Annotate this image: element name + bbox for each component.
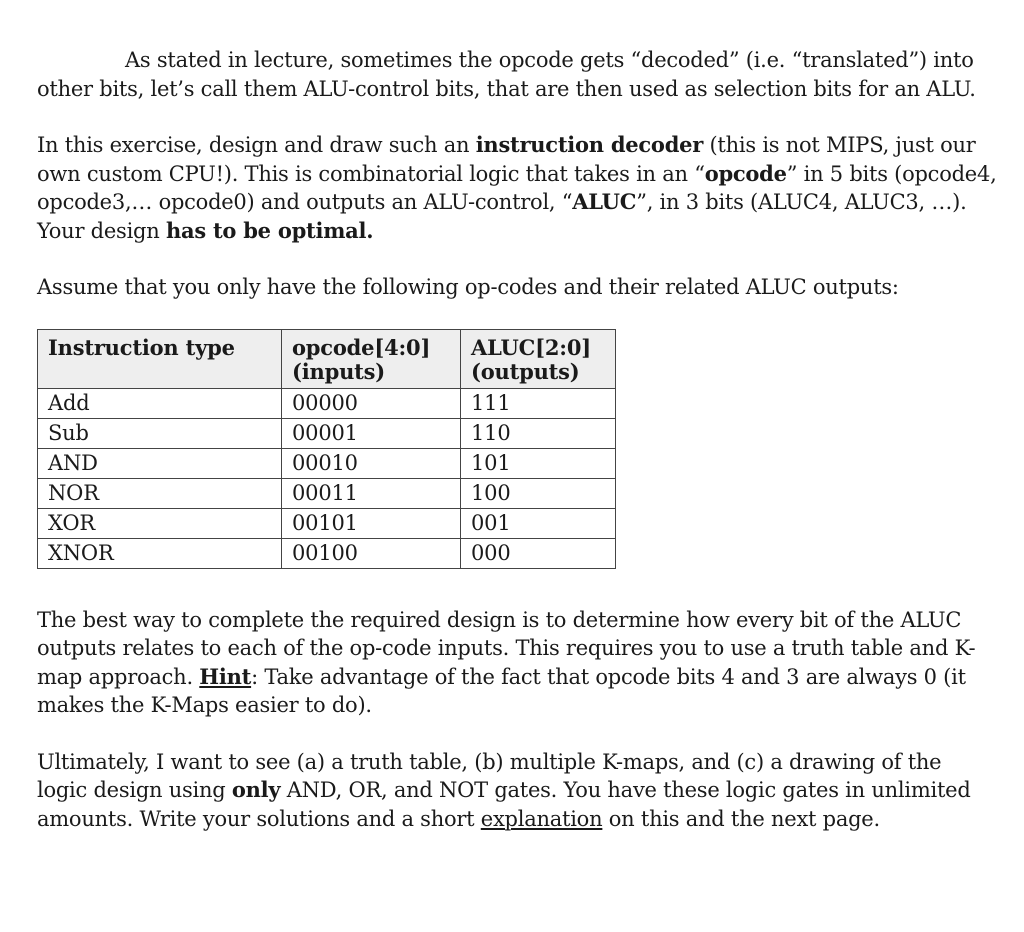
header-aluc-line2: (outputs)	[471, 358, 580, 384]
table-row	[38, 538, 616, 568]
hint-label: Hint	[199, 663, 252, 689]
intro-paragraph: As stated in lecture, sometimes the opcode gets “decoded” (i.e. “translated”) into other bits, let’s call them ALU-control bits, that are then used as selection bits for an ALU.	[37, 48, 976, 101]
cell-aluc: 101	[461, 448, 616, 478]
cell-opcode: 00010	[282, 448, 461, 478]
header-instruction-type: Instruction type	[38, 329, 282, 388]
exercise-text-4: ”, in 3 bits (ALUC4, ALUC3, …). Your design	[37, 190, 967, 243]
header-opcode-line2: (inputs)	[292, 358, 385, 384]
table-row	[38, 418, 616, 448]
ultimately-text-3: on this and the next page.	[602, 806, 880, 831]
instruction-decoder-bold: instruction decoder	[475, 132, 704, 157]
aluc-bold: ALUC	[572, 189, 637, 214]
exercise-text-2: (this is not MIPS, just our own custom CPU!). This is combinatorial logic that takes in an “	[37, 133, 976, 186]
cell-type: Sub	[38, 418, 282, 448]
explanation-underlined: explanation	[480, 806, 603, 831]
cell-type: XOR	[38, 508, 282, 538]
cell-aluc: 001	[461, 508, 616, 538]
header-aluc	[461, 329, 616, 388]
cell-opcode: 00100	[282, 538, 461, 568]
exercise-paragraph	[37, 131, 997, 245]
best-way-paragraph	[37, 606, 997, 720]
best-way-text-2: : Take advantage of the fact that opcode bits 4 and 3 are always 0 (it makes the K-Maps easier to do).	[37, 664, 966, 717]
opcode-table	[37, 329, 616, 569]
table-row	[38, 448, 616, 478]
cell-type: XNOR	[38, 538, 282, 568]
cell-opcode: 00000	[282, 388, 461, 418]
assume-paragraph: Assume that you only have the following op-codes and their related ALUC outputs:	[37, 275, 899, 299]
cell-type: Add	[38, 388, 282, 418]
cell-opcode: 00001	[282, 418, 461, 448]
cell-aluc: 110	[461, 418, 616, 448]
exercise-text-1: In this exercise, design and draw such an	[37, 133, 476, 157]
ultimately-paragraph	[37, 748, 997, 834]
best-way-text-1: The best way to complete the required design is to determine how every bit of the ALUC outputs relates to each of the op-code inputs. This requires you to use a truth table and K-map approach.	[37, 607, 976, 689]
cell-type: NOR	[38, 478, 282, 508]
cell-opcode: 00101	[282, 508, 461, 538]
header-opcode	[282, 329, 461, 388]
cell-aluc: 000	[461, 538, 616, 568]
header-opcode-line1: opcode[4:0]	[292, 334, 431, 360]
document-page	[37, 46, 997, 833]
optimal-bold: has to be optimal.	[165, 217, 374, 243]
table-header-row	[38, 329, 616, 388]
only-bold: only	[231, 777, 281, 802]
table-row	[38, 508, 616, 538]
ultimately-text-1: Ultimately, I want to see (a) a truth table, (b) multiple K-maps, and (c) a drawing of the logic design using	[37, 749, 942, 802]
cell-aluc: 111	[461, 388, 616, 418]
header-aluc-line1: ALUC[2:0]	[471, 334, 591, 360]
table-row	[38, 388, 616, 418]
cell-type: AND	[38, 448, 282, 478]
table-row	[38, 478, 616, 508]
ultimately-text-2: AND, OR, and NOT gates. You have these logic gates in unlimited amounts. Write your solutions and a short	[37, 778, 971, 831]
opcode-bold: opcode	[704, 160, 787, 186]
cell-aluc: 100	[461, 478, 616, 508]
cell-opcode: 00011	[282, 478, 461, 508]
exercise-text-3: ” in 5 bits (opcode4, opcode3,… opcode0) and outputs an ALU-control, “	[37, 161, 997, 214]
